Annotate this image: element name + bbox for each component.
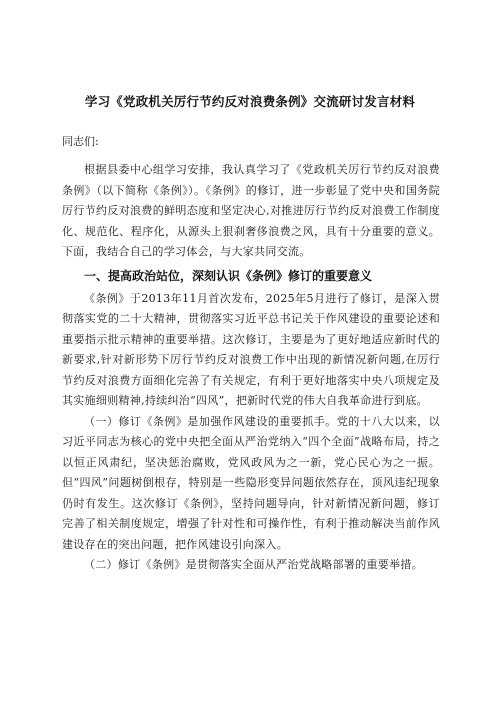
section-paragraph-3: （二）修订《条例》是贯彻落实全面从严治党战略部署的重要举措。 bbox=[84, 558, 423, 571]
section-paragraph-1: 《条例》于2013年11月首次发布，2025年5月进行了修订，是深入贯彻落实党的二十大精神，贯彻落实习近平总书记关于作风建设的重要论述和重要指示批示精神的重要举措。这次修订，主要是为了更好地适应新时代的新要求,针对新形势下厉行节约反对浪费工作中出现的新情况新问题,在厉行节约反对浪费方面细化完善了有关规定，有利于更好地落实中央八项规定及其实施细则精神,持续纠治“四风”，把新时代党的伟大自我革命进行到底。 bbox=[62, 291, 440, 407]
document-body bbox=[62, 132, 440, 576]
salutation: 同志们: bbox=[62, 135, 99, 148]
section-paragraph-2: （一）修订《条例》是加强作风建设的重要抓手。党的十八大以来，以习近平同志为核心的党中央把全面从严治党纳入“四个全面”战略布局，持之以恒正风肃纪，坚决惩治腐败，党风政风为之一新，党心民心为之一振。但“四风”问题树倒根存，特别是一些隐形变异问题依然存在，顶风违纪现象仍时有发生。这次修订《条例》，坚持问题导向，针对新情况新问题，修订完善了相关制度规定，增强了针对性和可操作性，有利于推动解决当前作风建设存在的突出问题，把作风建设引向深入。 bbox=[62, 414, 440, 551]
document-title: 学习《党政机关厉行节约反对浪费条例》交流研讨发言材料 bbox=[84, 94, 416, 109]
section-heading: 一、提高政治站位，深刻认识《条例》修订的重要意义 bbox=[84, 268, 373, 283]
intro-paragraph: 根据县委中心组学习安排，我认真学习了《党政机关厉行节约反对浪费条例》（以下简称《条例》）。《条例》的修订，进一步彰显了党中央和国务院厉行节约反对浪费的鲜明态度和坚定决心,对推进厉行节约反对浪费工作制度化、规范化、程序化，从源头上狠刹奢侈浪费之风，具有十分重要的意义。下面，我结合自己的学习体会，与大家共同交流。 bbox=[62, 163, 440, 258]
